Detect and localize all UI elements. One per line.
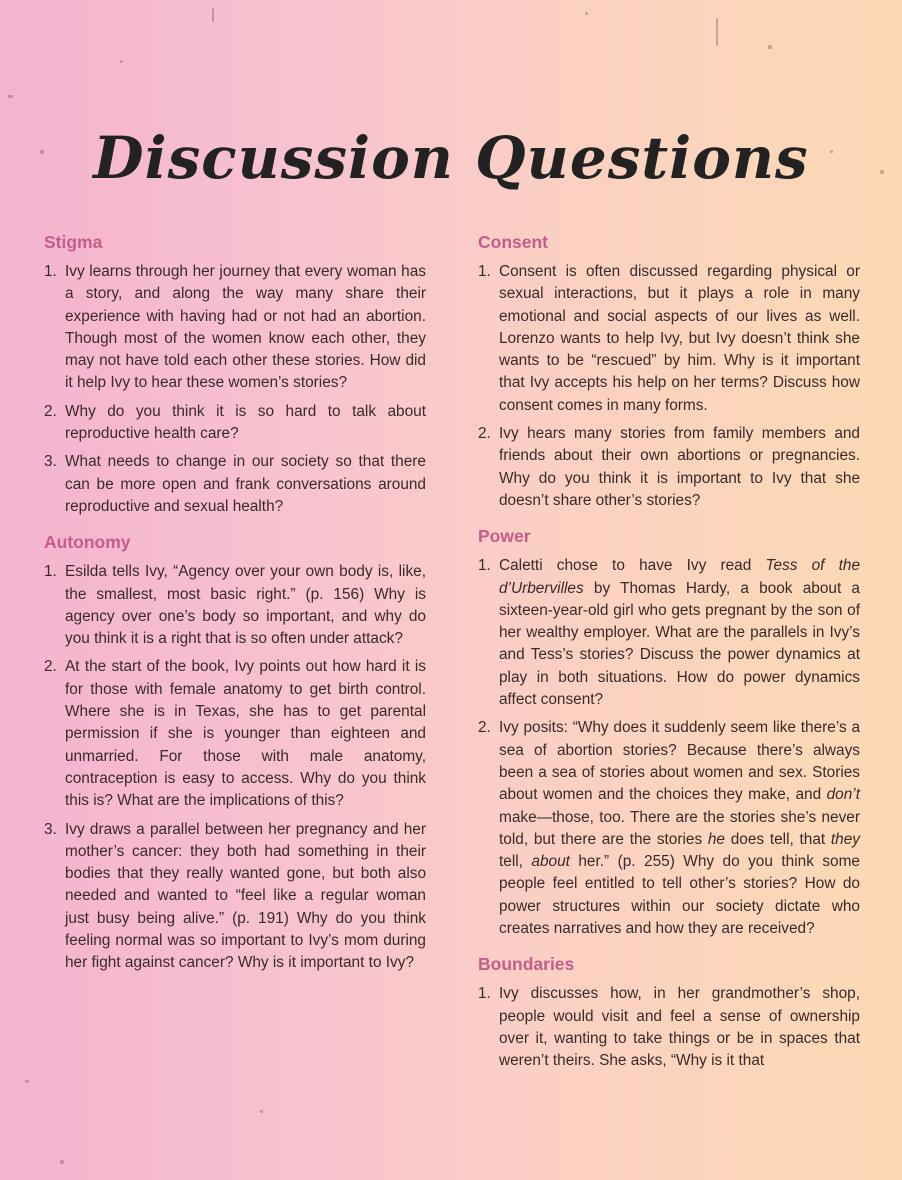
list-item: 2. Ivy hears many stories from family members and friends about their own abortions or pregnancies. Why do you think it is important to Ivy that she doesn’t share other’s stories? <box>478 425 860 509</box>
list-item: 1. Esilda tells Ivy, “Agency over your own body is, like, the smallest, most basic right.” (p. 156) Why is agency over one’s body so important, and why do you think it is a right that is so often under attack? <box>44 563 426 648</box>
section-heading: Stigma <box>44 232 103 252</box>
left-column <box>44 232 426 989</box>
list-item: 2. Ivy posits: “Why does it suddenly seem like there’s a sea of abortion stories? Because there’s always been a sea of stories about women and sex. Stories about women and the choices they make, and don’t make—those, too. There are the stories she’s never told, but there are the stories he does tell, that they tell, about her.” (p. 255) Why do you think some people feel entitled to tell other’s stories? How do power structures within our society dictate who creates narratives and how they are received? <box>478 719 860 938</box>
speck <box>120 60 123 63</box>
section-heading: Power <box>478 526 531 547</box>
section-consent <box>478 232 860 512</box>
section-autonomy <box>44 532 426 974</box>
section-heading: Boundaries <box>478 954 575 975</box>
section-boundaries <box>478 954 860 1072</box>
page-title: Discussion Questions <box>93 123 809 192</box>
section-heading: Autonomy <box>44 532 131 553</box>
speck <box>60 1160 64 1164</box>
book-title: Tess of the d’Urbervilles <box>499 557 860 597</box>
speck <box>768 45 772 49</box>
list-item: 1. Ivy learns through her journey that every woman has a story, and along the way many share their experience with having had or not had an abortion. Though most of the women know each other, they may not have told each other these stories. How did it help Ivy to hear these women’s stories? <box>44 263 426 392</box>
list-item: 2. At the start of the book, Ivy points out how hard it is for those with female anatomy to get birth control. Where she is in Texas, she has to get parental permission if she is younger than eighteen and unmarried. For those with male anatomy, contraception is easy to access. Why do you think this is? What are the implications of this? <box>44 658 426 810</box>
speck <box>260 1110 263 1113</box>
speck <box>25 1080 29 1083</box>
list-item: 1. Consent is often discussed regarding physical or sexual interactions, but it plays a role in many emotional and social aspects of our lives as well. Lorenzo wants to help Ivy, but Ivy doesn’t think she wants to be “rescued” by him. Why is it important that Ivy accepts his help on her terms? Discuss how consent comes in many forms. <box>478 263 860 414</box>
list-item: 1. Ivy discusses how, in her grandmother’s shop, people would visit and feel a sense of ownership over it, wanting to take things or be in spaces that weren’t theirs. She asks, “Why is it that <box>478 985 860 1070</box>
list-item: 2. Why do you think it is so hard to talk about reproductive health care? <box>44 402 426 443</box>
speck <box>8 95 13 98</box>
speck <box>212 8 214 22</box>
right-column <box>478 232 860 1087</box>
speck <box>585 12 588 15</box>
list-item: 1. Caletti chose to have Ivy read Tess of the d’Urbervilles by Thomas Hardy, a book about a sixteen-year-old girl who gets pregnant by the son of her wealthy employer. What are the parallels in Ivy’s and Tess’s stories? Discuss the power dynamics at play in both situations. How do power dynamics affect consent? <box>478 557 860 709</box>
section-heading: Consent <box>478 232 548 252</box>
section-power <box>478 526 860 940</box>
list-item: 3. What needs to change in our society so that there can be more open and frank conversations around reproductive and sexual health? <box>44 453 426 515</box>
section-stigma <box>44 232 426 518</box>
list-item: 3. Ivy draws a parallel between her pregnancy and her mother’s cancer: they both had something in their bodies that they really wanted gone, but both also needed and wanted to “feel like a regular woman just busy being alive.” (p. 191) Why do you think feeling normal was so important to Ivy’s mom during her fight against cancer? Why is it important to Ivy? <box>44 820 426 972</box>
speck <box>716 18 718 46</box>
